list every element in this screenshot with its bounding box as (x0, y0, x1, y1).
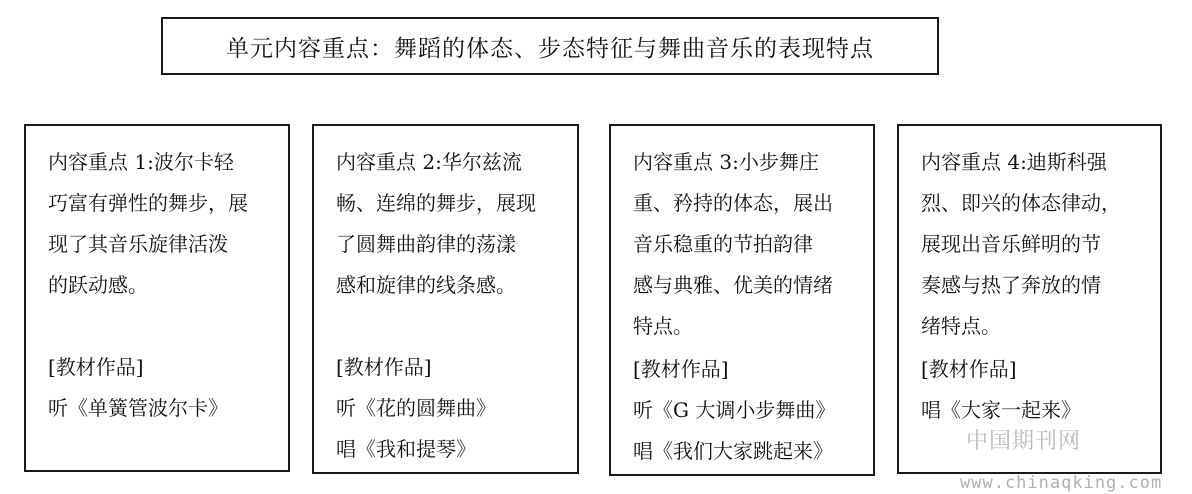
content-focus-card-3 (609, 124, 875, 476)
desc-line: 特点。 (633, 314, 693, 338)
card-3-work-1: 听《G 大调小步舞曲》 (633, 398, 836, 422)
desc-line: 绪特点。 (921, 314, 1001, 338)
card-1-section-label: [教材作品] (48, 355, 144, 379)
card-4-section-label: [教材作品] (921, 357, 1017, 381)
content-focus-card-1 (24, 124, 290, 472)
card-3-description (633, 142, 855, 347)
card-1-description (48, 142, 270, 306)
content-focus-card-2 (312, 124, 579, 474)
watermark-url: www.chinaqking.com (960, 473, 1163, 493)
watermark-site-name: 中国期刊网 (966, 429, 1082, 454)
desc-line: 感和旋律的线条感。 (336, 273, 516, 297)
card-2-work-1: 听《花的圆舞曲》 (336, 396, 496, 420)
card-4-work-1: 唱《大家一起来》 (921, 398, 1081, 422)
content-focus-card-4 (897, 124, 1162, 474)
card-3-work-2: 唱《我们大家跳起来》 (633, 439, 833, 463)
desc-line: 现了其音乐旋律活泼 (48, 232, 228, 256)
card-2-description (336, 142, 559, 306)
desc-line: 内容重点 1:波尔卡轻 (48, 150, 234, 174)
desc-line: 感与典雅、优美的情绪 (633, 273, 833, 297)
desc-line: 畅、连绵的舞步，展现 (336, 191, 536, 215)
desc-line: 巧富有弹性的舞步，展 (48, 191, 248, 215)
desc-line: 奏感与热了奔放的情 (921, 273, 1101, 297)
card-3-section-label: [教材作品] (633, 357, 729, 381)
unit-focus-title: 单元内容重点：舞蹈的体态、步态特征与舞曲音乐的表现特点 (226, 35, 874, 62)
card-2-work-2: 唱《我和提琴》 (336, 437, 476, 461)
desc-line: 内容重点 4:迪斯科强 (921, 150, 1107, 174)
desc-line: 重、矜持的体态，展出 (633, 191, 833, 215)
desc-line: 的跃动感。 (48, 273, 148, 297)
desc-line: 内容重点 2:华尔兹流 (336, 150, 522, 174)
card-2-section-label: [教材作品] (336, 355, 432, 379)
desc-line: 了圆舞曲韵律的荡漾 (336, 232, 516, 256)
desc-line: 内容重点 3:小步舞庄 (633, 150, 819, 174)
desc-line: 烈、即兴的体态律动， (921, 191, 1121, 215)
unit-focus-title-box (161, 17, 939, 75)
card-1-work-1: 听《单簧管波尔卡》 (48, 396, 228, 420)
desc-line: 展现出音乐鲜明的节 (921, 232, 1101, 256)
card-4-description (921, 142, 1142, 347)
desc-line: 音乐稳重的节拍韵律 (633, 232, 813, 256)
